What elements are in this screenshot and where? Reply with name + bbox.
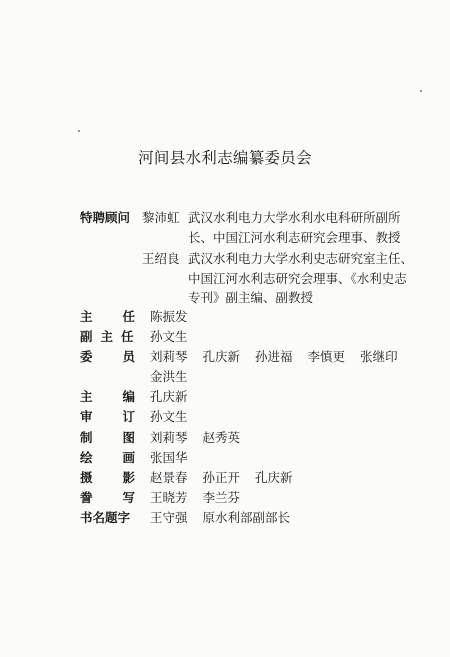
person-name: 原水利部副部长 (202, 510, 291, 525)
role-names (150, 387, 203, 406)
role-label: 委 员 (80, 349, 135, 364)
person-name: 孙正开 (202, 470, 241, 485)
person-name: 赵秀英 (202, 430, 241, 445)
person-name: 刘莉琴 (150, 349, 188, 364)
advisor-label: 特聘顾问 (80, 210, 131, 225)
scan-speck (78, 130, 80, 132)
person-name: 金洪生 (150, 369, 188, 384)
person-name: 陈振发 (150, 309, 188, 324)
person-name: 孔庆新 (202, 349, 241, 364)
person-name: 王守强 (150, 510, 188, 525)
role-names (150, 407, 203, 426)
person-name: 赵景春 (150, 470, 188, 485)
role-names (150, 327, 203, 346)
role-label: 摄 影 (80, 470, 135, 485)
person-name: 张国华 (150, 450, 188, 465)
person-name: 李慎更 (307, 349, 346, 364)
advisor-name: 王绍良 (142, 251, 180, 266)
person-name: 孙文生 (150, 409, 188, 424)
role-names (150, 468, 308, 487)
role-label: 主 编 (80, 389, 135, 404)
role-names (150, 307, 203, 326)
scan-speck (420, 90, 422, 92)
person-name: 王晓芳 (150, 490, 188, 505)
person-name: 孔庆新 (150, 389, 188, 404)
person-name: 李兰芬 (202, 490, 241, 505)
role-names (150, 448, 203, 467)
person-name: 张继印 (360, 349, 398, 364)
role-names (150, 428, 255, 447)
advisor-desc: 武汉水利电力大学水利水电科研所副所长、中国江河水利志研究会理事、教授 (188, 210, 401, 245)
role-label: 制 图 (80, 430, 135, 445)
person-name: 刘莉琴 (150, 430, 188, 445)
role-names (150, 488, 255, 507)
role-label: 书名题字 (80, 510, 131, 525)
role-label: 审 订 (80, 409, 135, 424)
role-label: 誊 写 (80, 490, 135, 505)
role-names (150, 347, 413, 366)
advisor-desc: 武汉水利电力大学水利史志研究室主任、中国江河水利志研究会理事、《水利史志专刊》副主编、副教授 (188, 251, 414, 305)
role-label: 副主任 (80, 329, 142, 344)
person-name: 孔庆新 (255, 470, 293, 485)
role-label: 绘 画 (80, 450, 135, 465)
person-name: 孙进福 (255, 349, 293, 364)
role-names (150, 367, 203, 386)
page-title: 河间县水利志编纂委员会 (138, 149, 312, 167)
person-name: 孙文生 (150, 329, 188, 344)
role-label: 主 任 (80, 309, 135, 324)
advisor-name: 黎沛虹 (142, 210, 180, 225)
role-names (150, 508, 305, 527)
